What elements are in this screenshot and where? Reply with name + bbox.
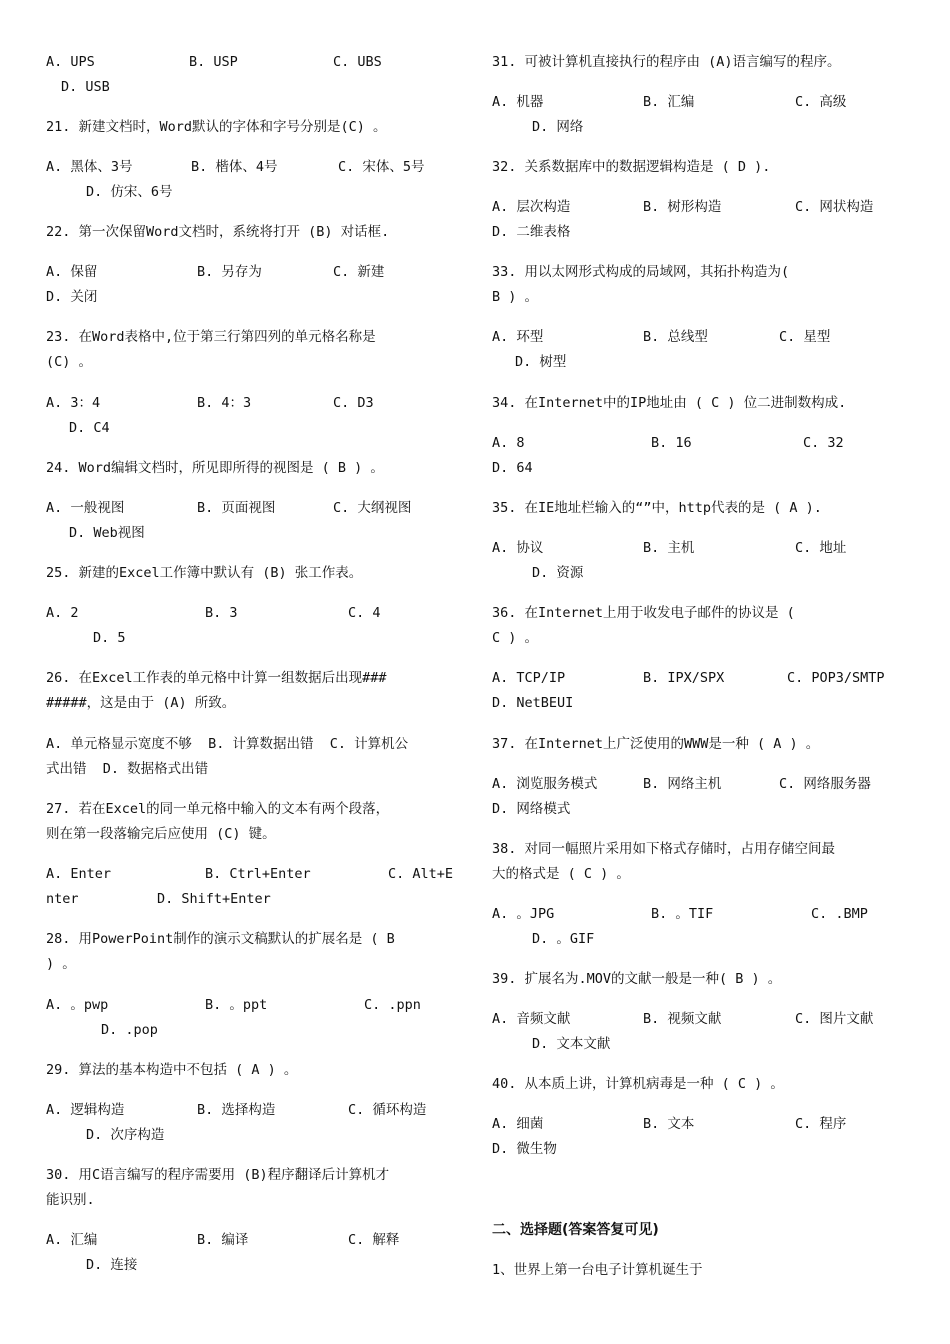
answer-option: D. 5 [93, 630, 126, 646]
question-text: 36. 在Internet上用于收发电子邮件的协议是 ( [492, 605, 795, 621]
answer-option: C. 地址 [795, 540, 847, 556]
question-text: 38. 对同一幅照片采用如下格式存储时，占用存储空间最 [492, 841, 836, 857]
answer-option: D. 树型 [515, 354, 567, 370]
answer-option: A. 。JPG [492, 906, 555, 922]
answer-option: C. 32 [803, 435, 844, 451]
question-text: A. 单元格显示宽度不够 B. 计算数据出错 C. 计算机公 [46, 736, 409, 752]
answer-option: A. 细菌 [492, 1116, 544, 1132]
answer-option: A. 3：4 [46, 395, 101, 411]
answer-option: D. 二维表格 [492, 224, 571, 240]
answer-option: B. 楷体、4号 [191, 159, 278, 175]
answer-option: C. Alt+E [388, 866, 454, 882]
answer-option: D. 关闭 [46, 289, 98, 305]
answer-option: D. 连接 [86, 1257, 138, 1273]
answer-option: A. 机器 [492, 94, 544, 110]
question-text: 则在第一段落输完后应使用 (C) 键。 [46, 826, 276, 842]
answer-option: D. Shift+Enter [157, 891, 271, 907]
answer-option: D. 仿宋、6号 [86, 184, 173, 200]
answer-option: A. 逻辑构造 [46, 1102, 125, 1118]
answer-option: D. .pop [101, 1022, 158, 1038]
answer-option: B. 页面视图 [197, 500, 276, 516]
question-text: 大的格式是 ( C ) 。 [492, 866, 630, 882]
question-text: B ) 。 [492, 289, 539, 305]
answer-option: A. 浏览服务模式 [492, 776, 598, 792]
answer-option: C. 程序 [795, 1116, 847, 1132]
answer-option: D. USB [61, 79, 110, 95]
answer-option: C. 大纲视图 [333, 500, 412, 516]
answer-option: D. 网络模式 [492, 801, 571, 817]
answer-option: A. 协议 [492, 540, 544, 556]
question-text: 28. 用PowerPoint制作的演示文稿默认的扩展名是 ( B [46, 931, 395, 947]
answer-option: B. 视频文献 [643, 1011, 722, 1027]
question-text: 21. 新建文档时，Word默认的字体和字号分别是(C) 。 [46, 119, 387, 135]
question-text: 37. 在Internet上广泛使用的WWW是一种 ( A ) 。 [492, 736, 820, 752]
answer-option: B. 16 [651, 435, 692, 451]
answer-option: C. 解释 [348, 1232, 400, 1248]
question-text: 32. 关系数据库中的数据逻辑构造是 ( D ). [492, 159, 771, 175]
question-text: 27. 若在Excel的同一单元格中输入的文本有两个段落， [46, 801, 390, 817]
answer-option: C. 星型 [779, 329, 831, 345]
question-text: C ) 。 [492, 630, 539, 646]
answer-option: A. 保留 [46, 264, 98, 280]
answer-option: C. 宋体、5号 [338, 159, 425, 175]
answer-option: B. 。ppt [205, 997, 268, 1013]
answer-option: C. 图片文献 [795, 1011, 874, 1027]
answer-option: D. 。GIF [532, 931, 595, 947]
question-text: 1、世界上第一台电子计算机诞生于 [492, 1262, 703, 1278]
question-text: 31. 可被计算机直接执行的程序由 (A)语言编写的程序。 [492, 54, 841, 70]
answer-option: B. 主机 [643, 540, 695, 556]
answer-option: A. 汇编 [46, 1232, 98, 1248]
answer-option: B. 选择构造 [197, 1102, 276, 1118]
answer-option: A. 一般视图 [46, 500, 125, 516]
answer-option: C. POP3/SMTP [787, 670, 885, 686]
question-text: 40. 从本质上讲，计算机病毒是一种 ( C ) 。 [492, 1076, 784, 1092]
answer-option: B. Ctrl+Enter [205, 866, 311, 882]
answer-option: D. NetBEUI [492, 695, 574, 711]
answer-option: A. 2 [46, 605, 79, 621]
answer-option: A. 。pwp [46, 997, 109, 1013]
answer-option: B. 树形构造 [643, 199, 722, 215]
question-text: 23. 在Word表格中,位于第三行第四列的单元格名称是 [46, 329, 376, 345]
answer-option: A. UPS [46, 54, 95, 70]
answer-option: B. 总线型 [643, 329, 708, 345]
question-text: 39. 扩展名为.MOV的文献一般是一种( B ) 。 [492, 971, 782, 987]
answer-option: A. TCP/IP [492, 670, 566, 686]
answer-option: A. Enter [46, 866, 112, 882]
answer-option: D. Web视图 [69, 525, 145, 541]
question-text: ) 。 [46, 956, 76, 972]
question-text: 22. 第一次保留Word文档时，系统将打开 (B) 对话框. [46, 224, 390, 240]
answer-option: D. 资源 [532, 565, 584, 581]
answer-option: C. 网络服务器 [779, 776, 871, 792]
answer-option: A. 环型 [492, 329, 544, 345]
answer-option: D. 64 [492, 460, 533, 476]
answer-option: C. 循环构造 [348, 1102, 427, 1118]
answer-option: C. 4 [348, 605, 381, 621]
answer-option: A. 层次构造 [492, 199, 571, 215]
question-text: 30. 用C语言编写的程序需要用 (B)程序翻译后计算机才 [46, 1167, 390, 1183]
answer-option: C. 高级 [795, 94, 847, 110]
question-text: 35. 在IE地址栏输入的“”中，http代表的是 ( A ). [492, 500, 822, 516]
question-text: 34. 在Internet中的IP地址由 ( C ) 位二进制数构成. [492, 395, 847, 411]
answer-option: D. 网络 [532, 119, 584, 135]
answer-option: C. 网状构造 [795, 199, 874, 215]
answer-option: D. 微生物 [492, 1141, 557, 1157]
answer-option: B. 编译 [197, 1232, 249, 1248]
answer-option: C. .ppn [364, 997, 421, 1013]
question-text: #####，这是由于 (A) 所致。 [46, 695, 236, 711]
answer-option: C. D3 [333, 395, 374, 411]
question-text: 能识别. [46, 1192, 95, 1208]
answer-option: B. USP [189, 54, 238, 70]
answer-option: C. UBS [333, 54, 382, 70]
answer-option: D. C4 [69, 420, 110, 436]
question-text: 29. 算法的基本构造中不包括 ( A ) 。 [46, 1062, 298, 1078]
answer-option: A. 8 [492, 435, 525, 451]
answer-option: B. 网络主机 [643, 776, 722, 792]
question-text: 24. Word编辑文档时，所见即所得的视图是 ( B ) 。 [46, 460, 384, 476]
answer-option: A. 音频文献 [492, 1011, 571, 1027]
question-text: 25. 新建的Excel工作簿中默认有 (B) 张工作表。 [46, 565, 363, 581]
answer-option: C. .BMP [811, 906, 868, 922]
answer-option: nter [46, 891, 79, 907]
answer-option: B. 汇编 [643, 94, 695, 110]
answer-option: B. 文本 [643, 1116, 695, 1132]
question-text: 式出错 D. 数据格式出错 [46, 761, 209, 777]
question-text: 26. 在Excel工作表的单元格中计算一组数据后出现### [46, 670, 387, 686]
answer-option: B. 。TIF [651, 906, 714, 922]
answer-option: D. 次序构造 [86, 1127, 165, 1143]
answer-option: B. 4：3 [197, 395, 252, 411]
question-text: (C) 。 [46, 354, 93, 370]
question-text: 33. 用以太网形式构成的局域网，其拓扑构造为( [492, 264, 790, 280]
answer-option: B. 3 [205, 605, 238, 621]
answer-option: A. 黑体、3号 [46, 159, 133, 175]
answer-option: B. 另存为 [197, 264, 262, 280]
answer-option: B. IPX/SPX [643, 670, 725, 686]
section-heading: 二、选择题(答案答复可见) [492, 1222, 659, 1238]
answer-option: C. 新建 [333, 264, 385, 280]
answer-option: D. 文本文献 [532, 1036, 611, 1052]
